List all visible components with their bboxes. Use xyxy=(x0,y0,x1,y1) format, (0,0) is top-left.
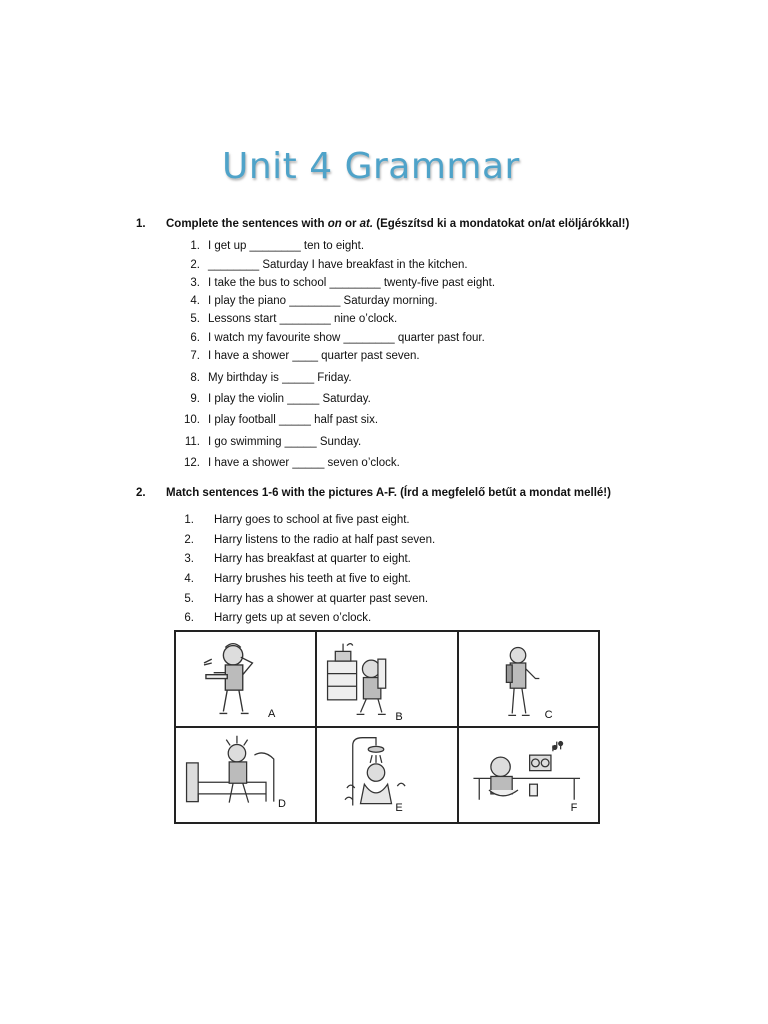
section-2-instruction: 2. Match sentences 1-6 with the pictures A-F. (Írd a megfelelő betűt a mondat mellé!) xyxy=(136,487,611,499)
boy-getting-up-icon xyxy=(176,728,315,822)
boy-brushing-teeth-icon xyxy=(176,632,315,726)
list-item: 5. Harry has a shower at quarter past seven. xyxy=(184,593,429,605)
list-item: 7. I have a shower ____ quarter past seven. xyxy=(190,350,420,362)
picture-letter: C xyxy=(544,709,553,721)
list-item: 6. I watch my favourite show ________ quarter past four. xyxy=(190,332,485,344)
list-item: 3. I take the bus to school ________ twenty-five past eight. xyxy=(190,277,496,289)
list-item: 2. ________ Saturday I have breakfast in the kitchen. xyxy=(190,259,468,271)
list-item: 8. My birthday is _____ Friday. xyxy=(190,372,352,384)
list-item: 11. I go swimming _____ Sunday. xyxy=(184,436,362,448)
list-item: 1. Harry goes to school at five past eight. xyxy=(184,514,410,526)
boy-showering-icon xyxy=(317,728,456,822)
picture-letter: B xyxy=(395,711,403,723)
picture-letter: A xyxy=(268,708,276,720)
list-item: 4. I play the piano ________ Saturday morning. xyxy=(190,295,438,307)
section-1-number: 1. xyxy=(136,218,146,230)
picture-cell-c xyxy=(458,631,599,727)
picture-grid xyxy=(174,630,600,824)
picture-letter: E xyxy=(395,802,403,814)
list-item: 2. Harry listens to the radio at half past seven. xyxy=(184,534,436,546)
picture-cell-d xyxy=(175,727,316,823)
picture-letter: F xyxy=(570,802,578,814)
list-item: 9. I play the violin _____ Saturday. xyxy=(190,393,371,405)
boy-going-to-school-icon xyxy=(459,632,598,726)
list-item: 6. Harry gets up at seven o’clock. xyxy=(184,612,372,624)
list-item: 3. Harry has breakfast at quarter to eight. xyxy=(184,553,411,565)
list-item: 1. I get up ________ ten to eight. xyxy=(190,240,365,252)
picture-cell-a xyxy=(175,631,316,727)
page-title: Unit 4 Grammar xyxy=(222,146,520,187)
section-1-instruction: 1. Complete the sentences with on or at. (Egészítsd ki a mondatokat on/at elöljárókkal!) xyxy=(136,218,630,230)
list-item: 12. I have a shower _____ seven o’clock. xyxy=(184,457,400,469)
list-item: 10. I play football _____ half past six. xyxy=(184,414,379,426)
list-item: 4. Harry brushes his teeth at five to eight. xyxy=(184,573,411,585)
picture-cell-f xyxy=(458,727,599,823)
list-item: 5. Lessons start ________ nine o’clock. xyxy=(190,313,398,325)
section-2-number: 2. xyxy=(136,487,146,499)
picture-letter: D xyxy=(278,798,286,810)
picture-cell-e xyxy=(316,727,457,823)
picture-cell-b xyxy=(316,631,457,727)
boy-listening-radio-icon xyxy=(317,632,456,726)
